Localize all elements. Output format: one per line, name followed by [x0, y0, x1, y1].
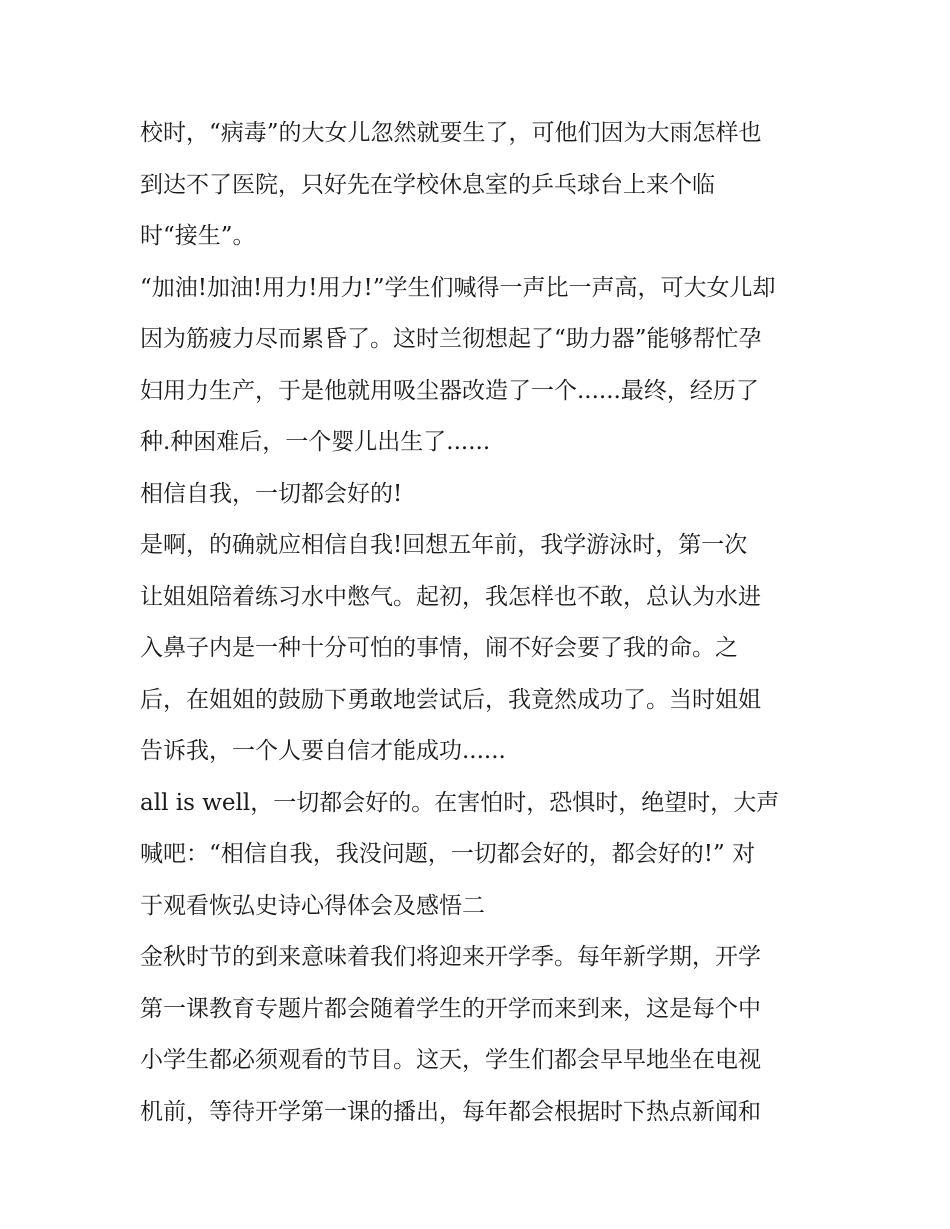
- text-line: “加油!加油!用力!用力!”学生们喊得一声比一声高，可大女儿却: [140, 274, 776, 301]
- body-text: [140, 108, 820, 1138]
- text-line: 相信自我，一切都会好的!: [140, 480, 403, 507]
- text-line: 机前，等待开学第一课的播出，每年都会根据时下热点新闻和: [140, 1098, 761, 1125]
- text-line: 种.种困难后，一个婴儿出生了......: [140, 429, 491, 455]
- text-line: 时“接生”。: [140, 223, 256, 249]
- text-line: 让姐姐陪着练习水中憋气。起初，我怎样也不敢，总认为水进: [140, 583, 761, 610]
- text-line: 小学生都必须观看的节目。这天，学生们都会早早地坐在电视: [140, 1047, 761, 1073]
- text-line: 校时，“病毒”的大女儿忽然就要生了，可他们因为大雨怎样也: [140, 120, 762, 146]
- text-line: 因为筋疲力尽而累昏了。这时兰彻想起了“助力器”能够帮忙孕: [140, 326, 762, 352]
- text-line: 喊吧：“相信自我，我没问题，一切都会好的，都会好的!” 对: [140, 841, 756, 867]
- text-line: 后，在姐姐的鼓励下勇敢地尝试后，我竟然成功了。当时姐姐: [140, 686, 761, 713]
- text-line: 妇用力生产，于是他就用吸尘器改造了一个......最终，经历了: [140, 377, 759, 404]
- text-line: 第一课教育专题片都会随着学生的开学而来到来，这是每个中: [140, 995, 761, 1022]
- text-line: 金秋时节的到来意味着我们将迎来开学季。每年新学期，开学: [140, 944, 761, 970]
- text-line: 告诉我，一个人要自信才能成功......: [140, 738, 506, 764]
- text-line: 到达不了医院，只好先在学校休息室的乒乓球台上来个临: [140, 171, 715, 198]
- text-line: 于观看恢弘史诗心得体会及感悟二: [140, 892, 485, 919]
- text-line: all is well，一切都会好的。在害怕时，恐惧时，绝望时，大声: [140, 789, 780, 816]
- text-line: 入鼻子内是一种十分可怕的事情，闹不好会要了我的命。之: [140, 635, 738, 661]
- text-line: 是啊，的确就应相信自我!回想五年前，我学游泳时，第一次: [140, 532, 748, 558]
